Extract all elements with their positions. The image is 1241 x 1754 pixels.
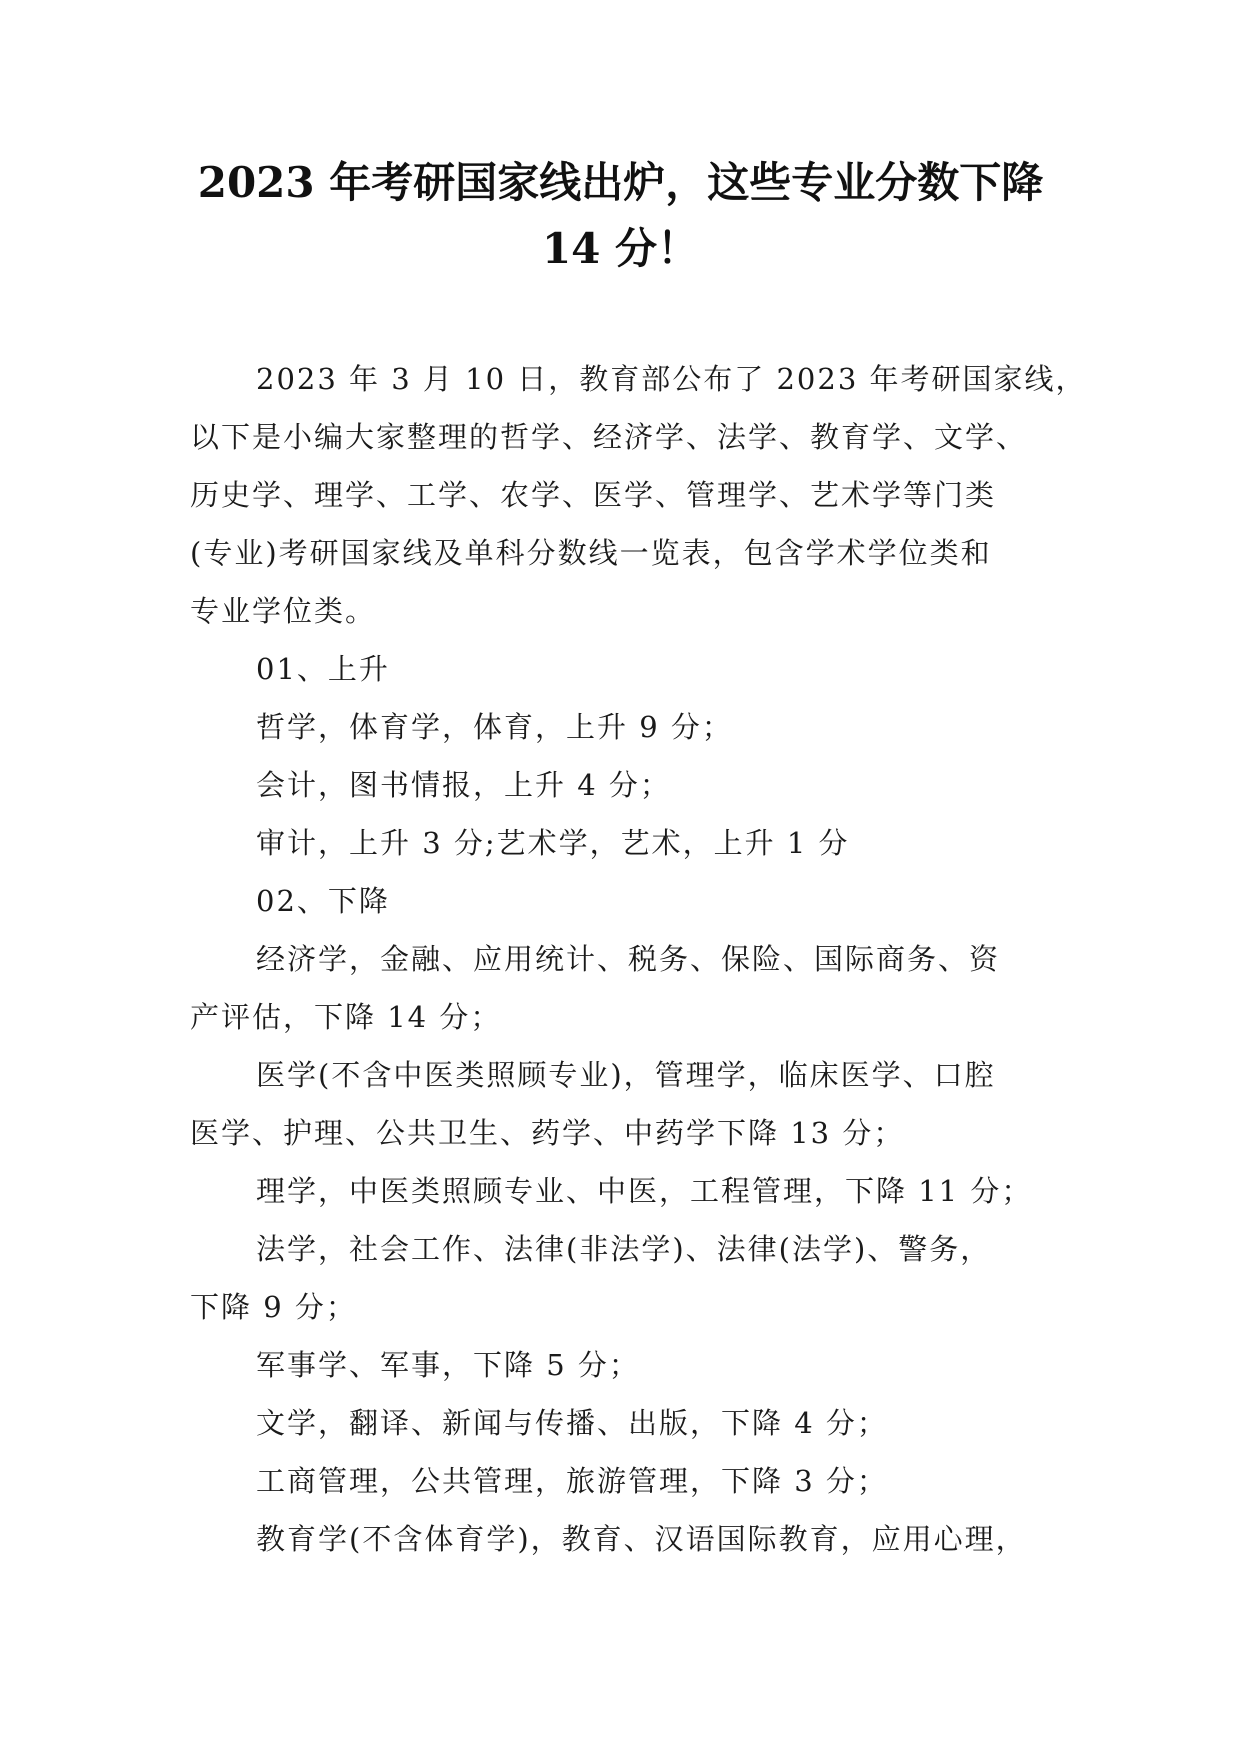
down-item-2 (190, 1046, 1058, 1162)
down-item-2-line-1: 医学(不含中医类照顾专业)，管理学，临床医学、口腔 (256, 1058, 996, 1092)
intro-paragraph (190, 350, 1087, 640)
down-item-5 (190, 1336, 1058, 1394)
down-item-1-line-2: 产评估，下降 14 分； (190, 1000, 502, 1034)
up-item-2: 会计，图书情报，上升 4 分； (256, 768, 671, 802)
down-item-4-line-1: 法学，社会工作、法律(非法学)、法律(法学)、警务， (256, 1232, 992, 1266)
down-item-4 (190, 1220, 1058, 1336)
intro-line-3: 历史学、理学、工学、农学、医学、管理学、艺术学等门类 (190, 478, 997, 512)
section-heading-up: 01、上升 (256, 652, 390, 686)
title-line-1: 2023 年考研国家线出炉，这些专业分数下降 (197, 158, 1044, 207)
intro-line-2: 以下是小编大家整理的哲学、经济学、法学、教育学、文学、 (190, 420, 1028, 454)
document-body (190, 350, 1087, 1568)
section-heading-down: 02、下降 (256, 884, 390, 918)
down-item-8-line-1: 教育学(不含体育学)，教育、汉语国际教育，应用心理， (256, 1522, 1027, 1556)
up-item-3: 审计，上升 3 分;艺术学，艺术，上升 1 分 (256, 826, 850, 860)
intro-line-1: 2023 年 3 月 10 日，教育部公布了 2023 年考研国家线， (256, 362, 1087, 396)
down-item-1-line-1: 经济学，金融、应用统计、税务、保险、国际商务、资 (256, 942, 1001, 976)
down-item-7 (190, 1452, 1058, 1510)
down-item-2-line-2: 医学、护理、公共卫生、药学、中药学下降 13 分； (190, 1116, 905, 1150)
down-item-8 (190, 1510, 1058, 1568)
intro-line-5: 专业学位类。 (190, 594, 377, 628)
down-item-5-line-1: 军事学、军事，下降 5 分； (256, 1348, 640, 1382)
document-title (160, 150, 1081, 282)
intro-line-4: (专业)考研国家线及单科分数线一览表，包含学术学位类和 (190, 536, 992, 570)
down-item-3-line-1: 理学，中医类照顾专业、中医，工程管理，下降 11 分； (256, 1174, 1033, 1208)
down-item-6 (190, 1394, 1058, 1452)
down-item-1 (190, 930, 1058, 1046)
up-item-1: 哲学，体育学，体育，上升 9 分； (256, 710, 733, 744)
down-item-3 (190, 1162, 1058, 1220)
down-item-6-line-1: 文学，翻译、新闻与传播、出版，下降 4 分； (256, 1406, 888, 1440)
down-item-4-line-2: 下降 9 分； (190, 1290, 357, 1324)
down-item-7-line-1: 工商管理，公共管理，旅游管理，下降 3 分； (256, 1464, 888, 1498)
title-line-2: 14 分！ (541, 224, 700, 273)
